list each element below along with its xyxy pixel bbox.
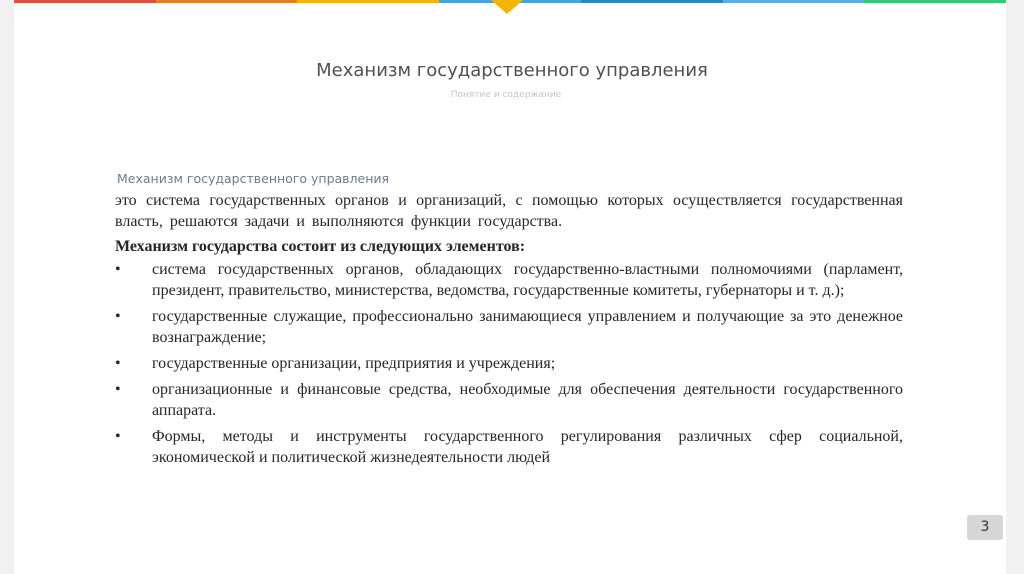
- accent-segment: [864, 0, 1006, 3]
- accent-segment: [156, 0, 298, 3]
- list-item: [115, 306, 903, 348]
- left-margin: [0, 0, 14, 574]
- section-label: Механизм государственного управления: [117, 171, 390, 186]
- slide-subtitle: Понятие и содержание: [450, 90, 562, 100]
- list-item-text: система государственных органов, обладающих государственно-властными полномочиями (парламент, президент, правительство, министерства, ведомства, государственные комитеты, губернаторы и т. д.);: [152, 261, 903, 299]
- list-item: [115, 426, 903, 468]
- accent-segment: [14, 0, 156, 3]
- bullet-icon: •: [115, 428, 121, 445]
- accent-segment: [723, 0, 865, 3]
- list-item-text: государственные организации, предприятия и учреждения;: [152, 355, 556, 372]
- page-number-badge: 3: [967, 515, 1003, 540]
- elements-heading: Механизм государства состоит из следующих элементов:: [115, 238, 526, 255]
- definition-text: это система государственных органов и организаций, с помощью которых осуществляется государственная власть, решаются задачи и выполняются функции государства.: [115, 192, 903, 230]
- list-item: [115, 259, 903, 301]
- elements-list: [115, 259, 903, 468]
- bullet-icon: •: [115, 381, 121, 398]
- list-item-text: Формы, методы и инструменты государственного регулирования различных сфер социальной, экономической и политической жизнедеятельности людей: [152, 428, 903, 466]
- list-item: [115, 379, 903, 421]
- bullet-icon: •: [115, 355, 121, 372]
- slide-title: Механизм государственного управления: [316, 60, 708, 81]
- bullet-icon: •: [115, 261, 121, 278]
- bullet-icon: •: [115, 308, 121, 325]
- list-item: [115, 353, 903, 374]
- list-item-text: государственные служащие, профессионально занимающиеся управлением и получающие за это денежное вознаграждение;: [152, 308, 903, 346]
- accent-segment: [581, 0, 723, 3]
- right-margin: [1006, 0, 1024, 574]
- content-block: [115, 190, 903, 473]
- list-item-text: организационные и финансовые средства, необходимые для обеспечения деятельности государственного аппарата.: [152, 381, 903, 419]
- accent-segment: [297, 0, 439, 3]
- header-notch: [491, 0, 523, 14]
